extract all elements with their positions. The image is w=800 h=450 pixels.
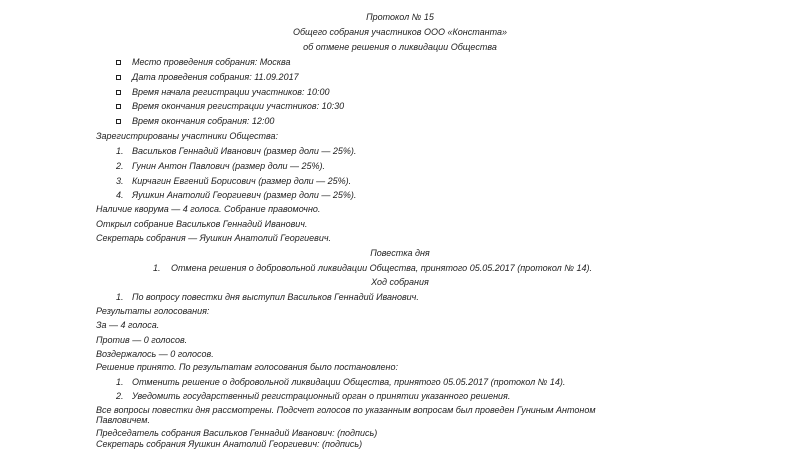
bullet-square-icon (116, 119, 121, 124)
results-heading: Результаты голосования: (96, 306, 210, 316)
list-item-number: 1. (116, 146, 124, 156)
participant-item: Васильков Геннадий Иванович (размер доли — 25%). (132, 146, 357, 156)
list-item-number: 3. (116, 176, 124, 186)
secretary-signature: Секретарь собрания Яушкин Анатолий Георгиевич: (подпись) (96, 439, 363, 449)
decision-intro: Решение принято. По результатам голосования было постановлено: (96, 362, 399, 372)
agenda-heading: Повестка дня (370, 248, 430, 258)
participant-item: Гунин Антон Павлович (размер доли — 25%). (132, 161, 326, 171)
quorum-text: Наличие кворума — 4 голоса. Собрание правомочно. (96, 204, 321, 214)
participant-item: Кирчагин Евгений Борисович (размер доли — 25%). (132, 176, 352, 186)
participant-item: Яушкин Анатолий Георгиевич (размер доли — 25%). (132, 190, 357, 200)
registration-start: Время начала регистрации участников: 10:00 (132, 87, 330, 97)
decision-item: Отменить решение о добровольной ликвидации Общества, принятого 05.05.2017 (протокол № 14). (132, 377, 566, 387)
chair-signature: Председатель собрания Васильков Геннадий Иванович: (подпись) (96, 428, 378, 438)
meeting-place: Место проведения собрания: Москва (132, 57, 291, 67)
bullet-square-icon (116, 104, 121, 109)
conclusion-text-continued: Павловичем. (96, 415, 150, 425)
list-item-number: 1. (153, 263, 161, 273)
agenda-item: Отмена решения о добровольной ликвидации Общества, принятого 05.05.2017 (протокол № 14). (171, 263, 592, 273)
meeting-date: Дата проведения собрания: 11.09.2017 (132, 72, 299, 82)
registration-end: Время окончания регистрации участников: 10:30 (132, 101, 345, 111)
bullet-square-icon (116, 60, 121, 65)
list-item-number: 2. (116, 161, 124, 171)
conclusion-text: Все вопросы повестки дня рассмотрены. Подсчет голосов по указанным вопросам был проведен Гуниным Антоном (96, 405, 596, 415)
meeting-end: Время окончания собрания: 12:00 (132, 116, 275, 126)
proceedings-heading: Ход собрания (371, 277, 429, 287)
list-item-number: 1. (116, 292, 124, 302)
votes-against: Против — 0 голосов. (96, 335, 188, 345)
votes-abstained: Воздержалось — 0 голосов. (96, 349, 214, 359)
participants-heading: Зарегистрированы участники Общества: (96, 131, 278, 141)
bullet-square-icon (116, 90, 121, 95)
votes-for: За — 4 голоса. (96, 320, 160, 330)
document-subtitle: Общего собрания участников ООО «Константа» (292, 27, 508, 37)
secretary-text: Секретарь собрания — Яушкин Анатолий Георгиевич. (96, 233, 332, 243)
list-item-number: 1. (116, 377, 124, 387)
document-subject: об отмене решения о ликвидации Общества (303, 42, 497, 52)
decision-item: Уведомить государственный регистрационный орган о принятии указанного решения. (132, 391, 511, 401)
list-item-number: 4. (116, 190, 124, 200)
list-item-number: 2. (116, 391, 124, 401)
document-title: Протокол № 15 (366, 12, 434, 22)
proceedings-item: По вопросу повестки дня выступил Васильков Геннадий Иванович. (132, 292, 419, 302)
opened-text: Открыл собрание Васильков Геннадий Иванович. (96, 219, 308, 229)
bullet-square-icon (116, 75, 121, 80)
